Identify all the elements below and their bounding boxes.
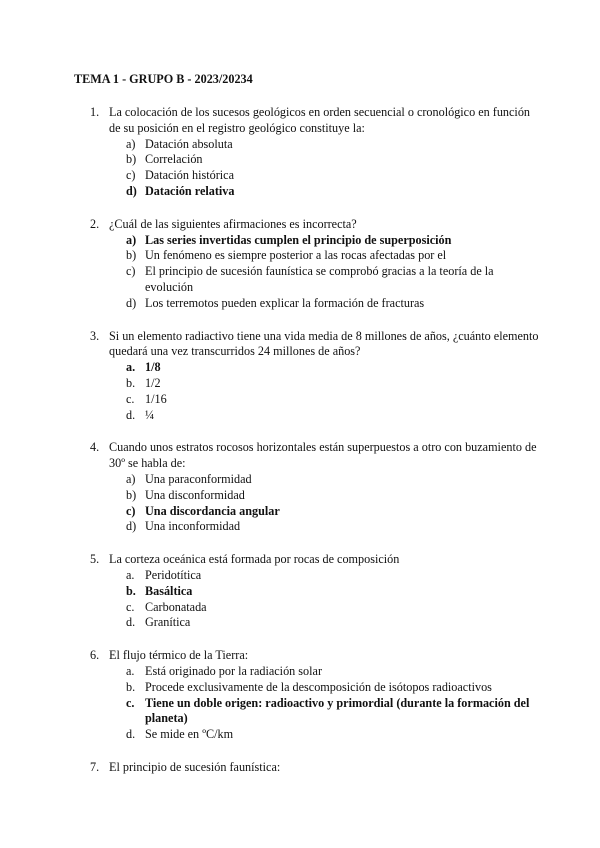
option-text: Las series invertidas cumplen el principio de superposición [145,232,452,247]
option-letter: a. [126,663,135,678]
option-letter: d) [126,519,137,534]
option-letter: d) [126,183,137,198]
answer-option-correct [90,696,540,728]
answer-option-correct [90,360,540,376]
question-text: El flujo térmico de la Tierra: [109,648,249,663]
answer-option [90,168,540,184]
option-letter: a) [126,232,137,247]
answer-option [90,264,540,296]
option-letter: b. [126,583,136,598]
question-number: 5. [90,552,100,567]
question-number: 1. [90,105,100,119]
option-text: Correlación [145,152,203,167]
answer-option-correct [90,504,540,520]
question [90,552,540,631]
option-letter: b) [126,248,137,263]
answer-option [90,600,540,616]
question-line [90,760,540,776]
answer-option [90,248,540,264]
option-text: Una disconformidad [145,487,245,502]
answer-option [90,296,540,312]
question-number: 3. [90,328,100,343]
option-text: El principio de sucesión faunística se comprobó gracias a la teoría de la evolución [145,264,494,294]
option-text: Se mide en ºC/km [145,727,234,742]
question-line [90,440,540,472]
option-letter: a. [126,567,135,582]
question-line [90,105,540,137]
question-number: 2. [90,216,100,231]
option-text: Datación histórica [145,168,235,183]
answer-option [90,519,540,535]
question-text: El principio de sucesión faunística: [109,759,281,774]
option-text: 1/8 [145,360,161,375]
option-letter: d) [126,295,137,310]
answer-option [90,568,540,584]
document-title: TEMA 1 - GRUPO B - 2023/20234 [74,72,253,86]
answer-option [90,615,540,631]
option-text: Un fenómeno es siempre posterior a las rocas afectadas por el [145,248,447,263]
question [90,329,540,424]
option-letter: c. [126,695,135,710]
option-text: 1/2 [145,375,161,390]
question-line [90,552,540,568]
option-text: Una paraconformidad [145,471,252,486]
option-text: Procede exclusivamente de la descomposición de isótopos radioactivos [145,679,492,694]
question-line [90,217,540,233]
question-number: 4. [90,440,100,455]
question-text: La colocación de los sucesos geológicos en orden secuencial o cronológico en función de su posición en el registro geológico constituye la: [109,105,531,135]
option-text: 1/16 [145,391,167,406]
option-letter: d. [126,727,136,742]
option-letter: c) [126,168,136,183]
question [90,217,540,312]
answer-option-correct [90,584,540,600]
option-text: Peridotítica [145,567,202,582]
question-text: Cuando unos estratos rocosos horizontales están superpuestos a otro con buzamiento de 30º se habla de: [109,440,537,471]
question-text: ¿Cuál de las siguientes afirmaciones es incorrecta? [109,216,357,231]
option-letter: a) [126,471,136,486]
option-text: ¼ [145,407,155,422]
answer-option-correct [90,233,540,249]
question-line [90,648,540,664]
option-text: Datación absoluta [145,136,233,151]
question-text: La corteza oceánica está formada por rocas de composición [109,552,400,567]
question [90,648,540,743]
answer-option [90,376,540,392]
answer-option [90,472,540,488]
answer-option [90,137,540,153]
question-number: 6. [90,648,100,663]
question-number: 7. [90,759,100,774]
option-letter: c) [126,503,136,518]
option-text: Basáltica [145,583,193,598]
answer-option [90,488,540,504]
answer-option [90,664,540,680]
answer-option [90,727,540,743]
option-letter: d. [126,407,136,422]
answer-option [90,680,540,696]
question-line [90,329,540,361]
option-letter: b. [126,375,136,390]
answer-option-correct [90,184,540,200]
answer-option [90,392,540,408]
option-text: Está originado por la radiación solar [145,663,322,678]
option-text: Una discordancia angular [145,503,280,518]
option-letter: c) [126,264,136,279]
option-letter: a) [126,136,136,151]
option-letter: d. [126,615,136,630]
option-text: Una inconformidad [145,519,241,534]
option-text: Los terremotos pueden explicar la formación de fracturas [145,295,425,310]
option-letter: c. [126,599,135,614]
option-letter: b) [126,152,137,167]
option-text: Granítica [145,615,191,630]
question-text: Si un elemento radiactivo tiene una vida media de 8 millones de años, ¿cuánto elemento quedará una vez transcurridos 24 millones de años? [109,328,539,359]
option-letter: c. [126,391,135,406]
option-text: Datación relativa [145,183,235,198]
answer-option [90,152,540,168]
option-letter: a. [126,360,136,375]
question [90,760,540,776]
option-text: Tiene un doble origen: radioactivo y primordial (durante la formación del planeta) [145,695,530,726]
answer-option [90,408,540,424]
question [90,105,540,200]
question-list [90,105,540,793]
option-letter: b. [126,679,136,694]
option-text: Carbonatada [145,599,207,614]
question [90,440,540,535]
option-letter: b) [126,487,137,502]
